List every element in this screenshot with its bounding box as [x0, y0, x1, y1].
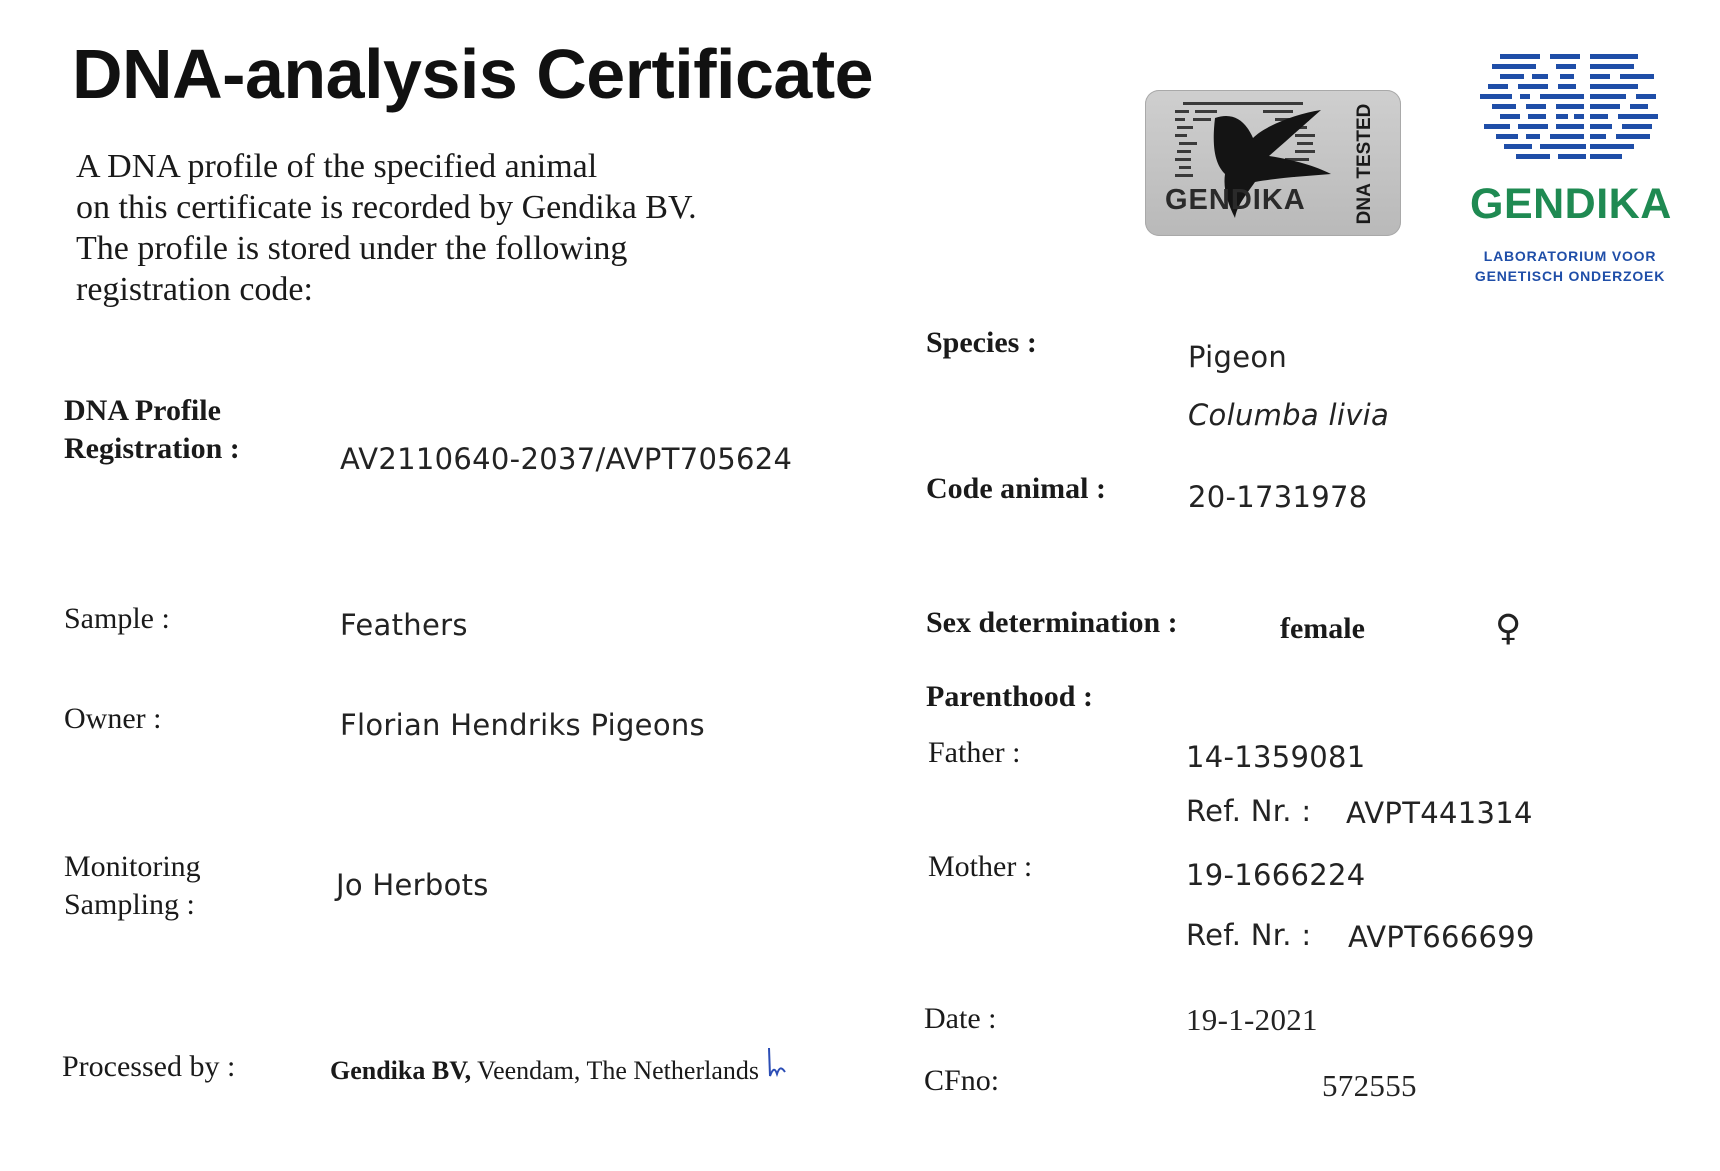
badge-tag: DNA TESTED: [1354, 103, 1375, 225]
processed-label: Processed by :: [62, 1050, 236, 1083]
sample-label: Sample :: [64, 602, 170, 635]
profile-label-2: Registration :: [64, 432, 240, 465]
owner-value: Florian Hendriks Pigeons: [340, 708, 705, 742]
sample-value: Feathers: [340, 608, 468, 642]
father-value: 14-1359081: [1186, 740, 1366, 774]
processed-location: Veendam, The Netherlands: [471, 1056, 759, 1085]
mother-ref-value: AVPT666699: [1348, 920, 1535, 954]
logo-subtitle-1: LABORATORIUM VOOR: [1483, 248, 1657, 264]
signature-mark: [763, 1046, 793, 1086]
species-label: Species :: [926, 326, 1037, 359]
badge-brand: GENDIKA: [1165, 184, 1306, 216]
code-animal-value: 20-1731978: [1188, 480, 1368, 514]
date-label: Date :: [924, 1002, 997, 1035]
mother-ref-label: Ref. Nr. :: [1186, 918, 1312, 952]
father-ref-value: AVPT441314: [1346, 796, 1533, 830]
owner-label: Owner :: [64, 702, 162, 735]
logo-name: GENDIKA: [1470, 180, 1672, 228]
species-latin-value: Columba livia: [1188, 398, 1390, 432]
mother-label: Mother :: [928, 850, 1033, 883]
intro-line: The profile is stored under the following: [76, 230, 628, 267]
cfno-label: CFno:: [924, 1064, 1000, 1097]
gendika-mark-icon: [1470, 50, 1670, 170]
intro-line: registration code:: [76, 271, 313, 308]
intro-line: on this certificate is recorded by Gendika BV.: [76, 189, 697, 226]
intro-text: [76, 146, 697, 310]
profile-label-1: DNA Profile: [64, 394, 221, 427]
date-value: 19-1-2021: [1186, 1002, 1318, 1037]
profile-registration-value: AV2110640-2037/AVPT705624: [340, 442, 793, 476]
logo-subtitle-2: GENETISCH ONDERZOEK: [1474, 268, 1666, 284]
father-label: Father :: [928, 736, 1021, 769]
dna-tested-badge: [1145, 90, 1401, 236]
code-animal-label: Code animal :: [926, 472, 1106, 505]
mother-value: 19-1666224: [1186, 858, 1366, 892]
female-symbol-icon: ♀: [1495, 608, 1522, 649]
species-common-value: Pigeon: [1188, 340, 1288, 374]
processed-value: [330, 1056, 759, 1086]
gendika-logo: [1470, 50, 1670, 290]
father-ref-label: Ref. Nr. :: [1186, 794, 1312, 828]
parenthood-label: Parenthood :: [926, 680, 1093, 713]
certificate-title: DNA-analysis Certificate: [72, 35, 874, 113]
intro-line: A DNA profile of the specified animal: [76, 148, 598, 185]
monitoring-label-2: Sampling :: [64, 888, 195, 921]
sex-label: Sex determination :: [926, 606, 1178, 639]
monitoring-value: Jo Herbots: [336, 868, 489, 902]
monitoring-label-1: Monitoring: [64, 850, 201, 883]
processed-company: Gendika BV,: [330, 1056, 472, 1085]
sex-value: female: [1280, 612, 1365, 645]
cfno-value: 572555: [1322, 1068, 1417, 1103]
